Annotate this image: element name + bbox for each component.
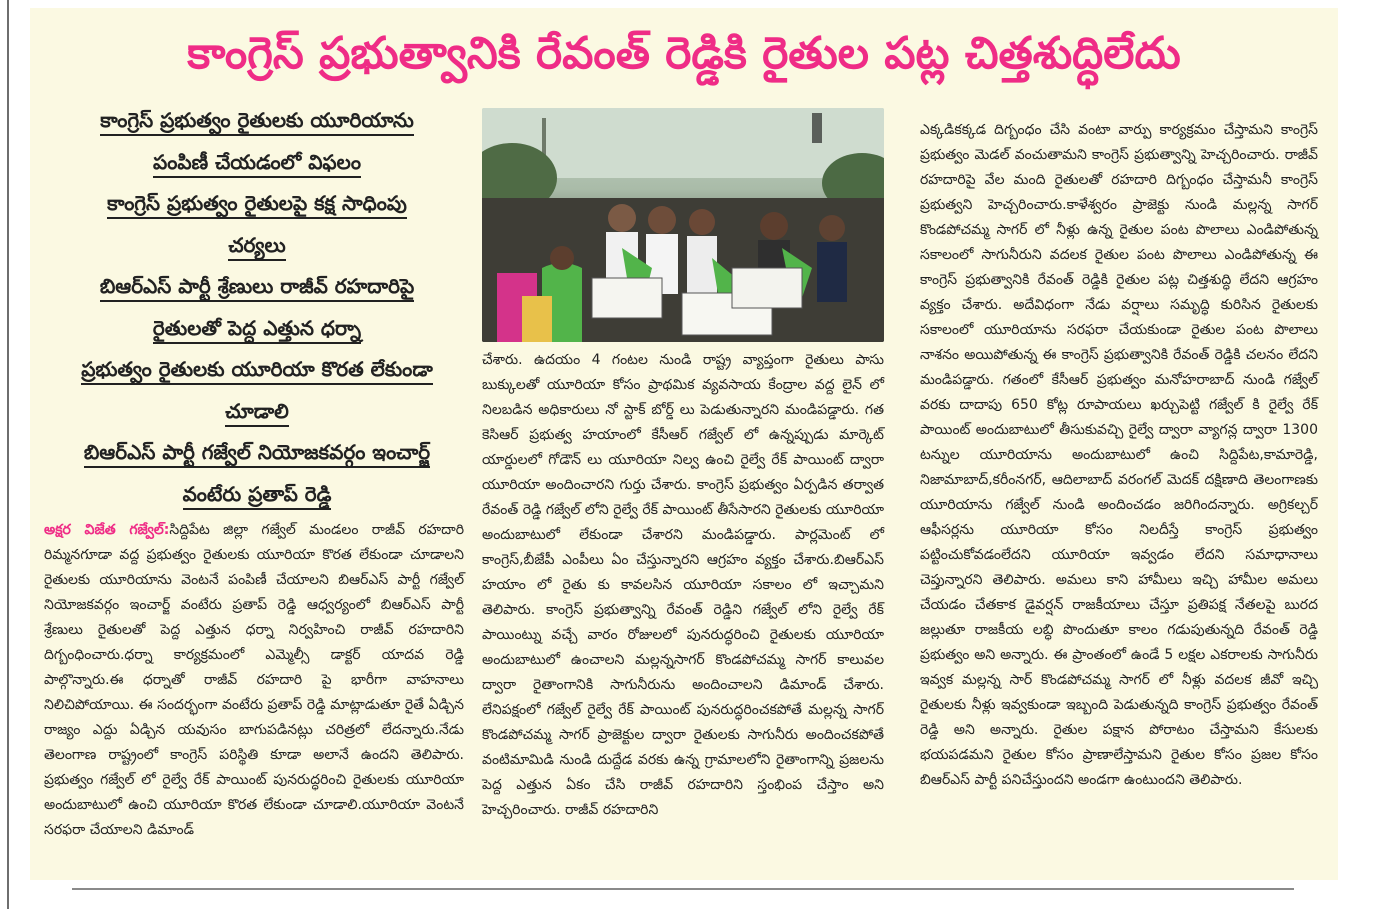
headline: కాంగ్రెస్ ప్రభుత్వానికి రేవంత్ రెడ్డికి రైతుల పట్ల చిత్తశుద్ధిలేదు xyxy=(187,28,1181,79)
deck-line-text: ప్రభుత్వం రైతులకు యూరియా కొరత లేకుండా xyxy=(81,357,432,385)
deck-line xyxy=(42,100,472,142)
dateline: అక్షర విజేత గజ్వేల్: xyxy=(44,522,170,538)
deck-line xyxy=(42,432,472,474)
article-column-3 xyxy=(920,118,1318,793)
article-column-1 xyxy=(44,518,464,843)
protest-photo xyxy=(482,108,884,342)
column-3-text: ఎక్కడికక్కడ దిగ్బంధం చేసి వంటా వార్పు కార్యక్రమం చేస్తామని కాంగ్రెస్ ప్రభుత్వం మెడల్ వంచుతామని కాంగ్రెస్ ప్రభుత్వాన్ని హెచ్చరించారు. రాజీవ్ రహదారిపై వేల మంది రైతులతో రహదారి దిగ్బంధం చేస్తామనీ కాంగ్రెస్ ప్రభుత్వని హెచ్చరించారు.కాళేశ్వరం ప్రాజెక్టు నుండి మల్లన్న సాగర్ కొండపోచమ్మ సాగర్ లో నీళ్లు ఉన్న రైతుల పంట పొలాలు ఎండిపోతున్న సకాలంలో సాగునీరుని వదలక రైతుల పంట పొలాలు ఎండిపోతున్న ఈ కాంగ్రెస్ ప్రభుత్వానికి రేవంత్ రెడ్డికి రైతుల పట్ల చిత్తశుద్ధి లేదని ఆగ్రహం వ్యక్తం చేశారు. అదేవిధంగా నేడు వర్షాలు సమృద్ధి కురిసిన రైతులకు సకాలంలో యూరియాను సరఫరా చేయకుండా రైతుల పంట పొలాలు నాశనం అయిపోతున్న ఈ కాంగ్రెస్ ప్రభుత్వానికి రేవంత్ రెడ్డికి చలనం లేదని మండిపడ్డారు. గతంలో కేసీఆర్ ప్రభుత్వం మనోహరాబాద్ నుండి గజ్వేల్ వరకు దాదాపు 650 కోట్ల రూపాయలు ఖర్చుపెట్టి గజ్వేల్ కి రైల్వే రేక్ పాయింట్ అందుబాటులో తీసుకువచ్చి రైల్వే ద్వారా వ్యాగన్ల ద్వారా 1300 టన్నుల యూరియాను అందుబాటులో ఉంచి సిద్దిపేట,కామారెడ్డి, నిజామాబాద్,కరీంనగర్, ఆదిలాబాద్ వరంగల్ మెదక్ దక్షిణాది తెలంగాణకు యూరియాను గజ్వేల్ నుండి అందించడం జరిగిందన్నారు. అగ్రికల్చర్ ఆఫీసర్లను యూరియా కోసం నిలదీస్తే కాంగ్రెస్ ప్రభుత్వం పట్టించుకోవడంలేదని యూరియా ఇవ్వడం లేదని సమాధానాలు చెప్తున్నారని తెలిపారు. అమలు కాని హామీలు ఇచ్చి హామీల అమలు చేయడం చేతకాక డైవర్షన్ రాజకీయాలు చేస్తూ ప్రతిపక్ష నేతలపై బురద జల్లుతూ రాజకీయ లబ్ధి పొందుతూ కాలం గడుపుతున్నది రేవంత్ రెడ్డి ప్రభుత్వం అని అన్నారు. ఈ ప్రాంతంలో ఉండే 5 లక్షల ఎకరాలకు సాగునీరు ఇవ్వక మల్లన్న సార్ కొండపోచమ్మ సాగర్ లో నీళ్లు వదలక జీవో ఇచ్చి రైతులకు నీళ్లు ఇవ్వకుండా ఇబ్బంది పెడుతున్నది కాంగ్రెస్ ప్రభుత్వం రేవంత్ రెడ్డి అని అన్నారు. రైతుల పక్షాన పోరాటం చేస్తామని కేసులకు భయపడమని రైతుల కోసం ప్రాణాలేస్తామని రైతుల కోసం ప్రజల కోసం బిఆర్ఎస్ పార్టీ పనిచేస్తుందని అండగా ఉంటుందని తెలిపారు. xyxy=(920,122,1318,788)
deck-line-text: కాంగ్రెస్ ప్రభుత్వం రైతులపై కక్ష సాధింపు xyxy=(107,191,407,219)
column-1-paragraph xyxy=(44,518,464,843)
deck-line xyxy=(42,142,472,184)
deck-line xyxy=(42,183,472,225)
deck-line-text: బిఆర్ఎస్ పార్టీ గజ్వేల్ నియోజకవర్గం ఇంచార్జ్ xyxy=(84,440,430,468)
deck-highlights xyxy=(42,100,472,515)
deck-line-text: రైతులతో పెద్ద ఎత్తున ధర్నా xyxy=(153,316,361,344)
deck-line xyxy=(42,474,472,516)
deck-line-text: బిఆర్ఎస్ పార్టీ శ్రేణులు రాజీవ్ రహదారిపై xyxy=(100,274,414,302)
deck-line-text: వంటేరు ప్రతాప్ రెడ్డి xyxy=(183,482,332,510)
deck-line-text: చూడాలి xyxy=(225,399,289,427)
page-edge-rule xyxy=(7,0,9,909)
column-2-text: చేశారు. ఉదయం 4 గంటల నుండి రాష్ట్ర వ్యాప్తంగా రైతులు పాసు బుక్కులతో యూరియా కోసం ప్రాథమిక వ్యవసాయ కేంద్రాల వద్ద లైన్ లో నిలబడిన అధికారులు నో స్టాక్ బోర్డ్ లు పెడుతున్నారని మండిపడ్డారు. గత కెసిఆర్ ప్రభుత్వ హయాంలో కేసీఆర్ గజ్వేల్ లో ఉన్నప్పుడు మార్కెట్ యార్డులలో గోడౌన్ లు యూరియా నిల్వ ఉంచి రైల్వే రేక్ పాయింట్ ద్వారా యూరియా అందించారని గుర్తు చేశారు. కాంగ్రెస్ ప్రభుత్వం ఏర్పడిన తర్వాత రేవంత్ రెడ్డి గజ్వేల్ లోని రైల్వే రేక్ పాయింట్ తీసేసారని రైతులకు యూరియా అందుబాటులో లేకుండా చేశారని మండిపడ్డారు. పార్లమెంట్ లో కాంగ్రెస్,బీజేపీ ఎంపీలు ఏం చేస్తున్నారని ఆగ్రహం వ్యక్తం చేశారు.బిఆర్ఎస్ హయాం లో రైతు కు కావలసిన యూరియా సకాలం లో ఇచ్చామని తెలిపారు. కాంగ్రెస్ ప్రభుత్వాన్ని రేవంత్ రెడ్డిని గజ్వేల్ లోని రైల్వే రేక్ పాయింట్ను వచ్చే వారం రోజులలో పునరుద్ధరించి రైతులకు యూరియా అందుబాటులో ఉంచాలని మల్లన్నసాగర్ కొండపోచమ్మ సాగర్ కాలువల ద్వారా రైతాంగానికి సాగునీరును అందించాలని డిమాండ్ చేశారు. లేనిపక్షంలో గజ్వేల్ రైల్వే రేక్ పాయింట్ పునరుద్ధరించకపోతే మల్లన్న సాగర్ కొండపోచమ్మ సాగర్ ప్రాజెక్టుల ద్వారా రైతులకు సాగునీరు అందించకపోతే వంటిమామిడి నుండి దుద్దేడ వరకు ఉన్న గ్రామాలలోని రైతాంగాన్ని ప్రజలను పెద్ద ఎత్తున ఏకం చేసి రాజీవ్ రహదారిని స్తంభింప చేస్తాం అని హెచ్చరించారు. రాజీవ్ రహదారిని xyxy=(482,352,884,818)
deck-line xyxy=(42,391,472,433)
protest-photo-illustration xyxy=(482,108,884,342)
bottom-rule xyxy=(72,888,1294,890)
deck-line-text: పంపిణీ చేయడంలో విఫలం xyxy=(153,150,361,178)
deck-line xyxy=(42,225,472,267)
column-1-text: సిద్దిపేట జిల్లా గజ్వేల్ మండలం రాజీవ్ రహదారి రిమ్మనగూడా వద్ద ప్రభుత్వం రైతులకు యూరియా కొరత లేకుండా చూడాలని రైతులకు యూరియాను వెంటనే పంపిణీ చేయాలని బిఆర్ఎస్ పార్టీ గజ్వేల్ నియోజకవర్గం ఇంచార్జ్ వంటేరు ప్రతాప్ రెడ్డి ఆధ్వర్యంలో బిఆర్ఎస్ పార్టీ శ్రేణులు రైతులతో పెద్ద ఎత్తున ధర్నా నిర్వహించి రాజీవ్ రహదారిని దిగ్బంధించారు.ధర్నా కార్యక్రమంలో ఎమ్మెల్సీ డాక్టర్ యాదవ రెడ్డి పాల్గొన్నారు.ఈ ధర్నాతో రాజీవ్ రహదారి పై భారీగా వాహనాలు నిలిచిపోయాయి. ఈ సందర్భంగా వంటేరు ప్రతాప్ రెడ్డి మాట్లాడుతూ రైతే ఏడ్చిన రాజ్యం ఎద్దు ఏడ్చిన యవుసం బాగుపడినట్లు చరిత్రలో లేదన్నారు.నేడు తెలంగాణ రాష్ట్రంలో కాంగ్రెస్ పరిస్థితి కూడా అలానే ఉందని తెలిపారు. ప్రభుత్వం గజ్వేల్ లో రైల్వే రేక్ పాయింట్ పునరుద్ధరించి రైతులకు యూరియా అందుబాటులో ఉంచి యూరియా కొరత లేకుండా చూడాలి.యూరియా వెంటనే సరఫరా చేయాలని డిమాండ్ xyxy=(44,522,464,838)
deck-line xyxy=(42,349,472,391)
article-column-2 xyxy=(482,348,884,823)
deck-line-text: చర్యలు xyxy=(228,233,285,261)
news-article xyxy=(30,8,1338,880)
deck-line xyxy=(42,308,472,350)
deck-line xyxy=(42,266,472,308)
deck-line-text: కాంగ్రెస్ ప్రభుత్వం రైతులకు యూరియాను xyxy=(100,108,414,136)
